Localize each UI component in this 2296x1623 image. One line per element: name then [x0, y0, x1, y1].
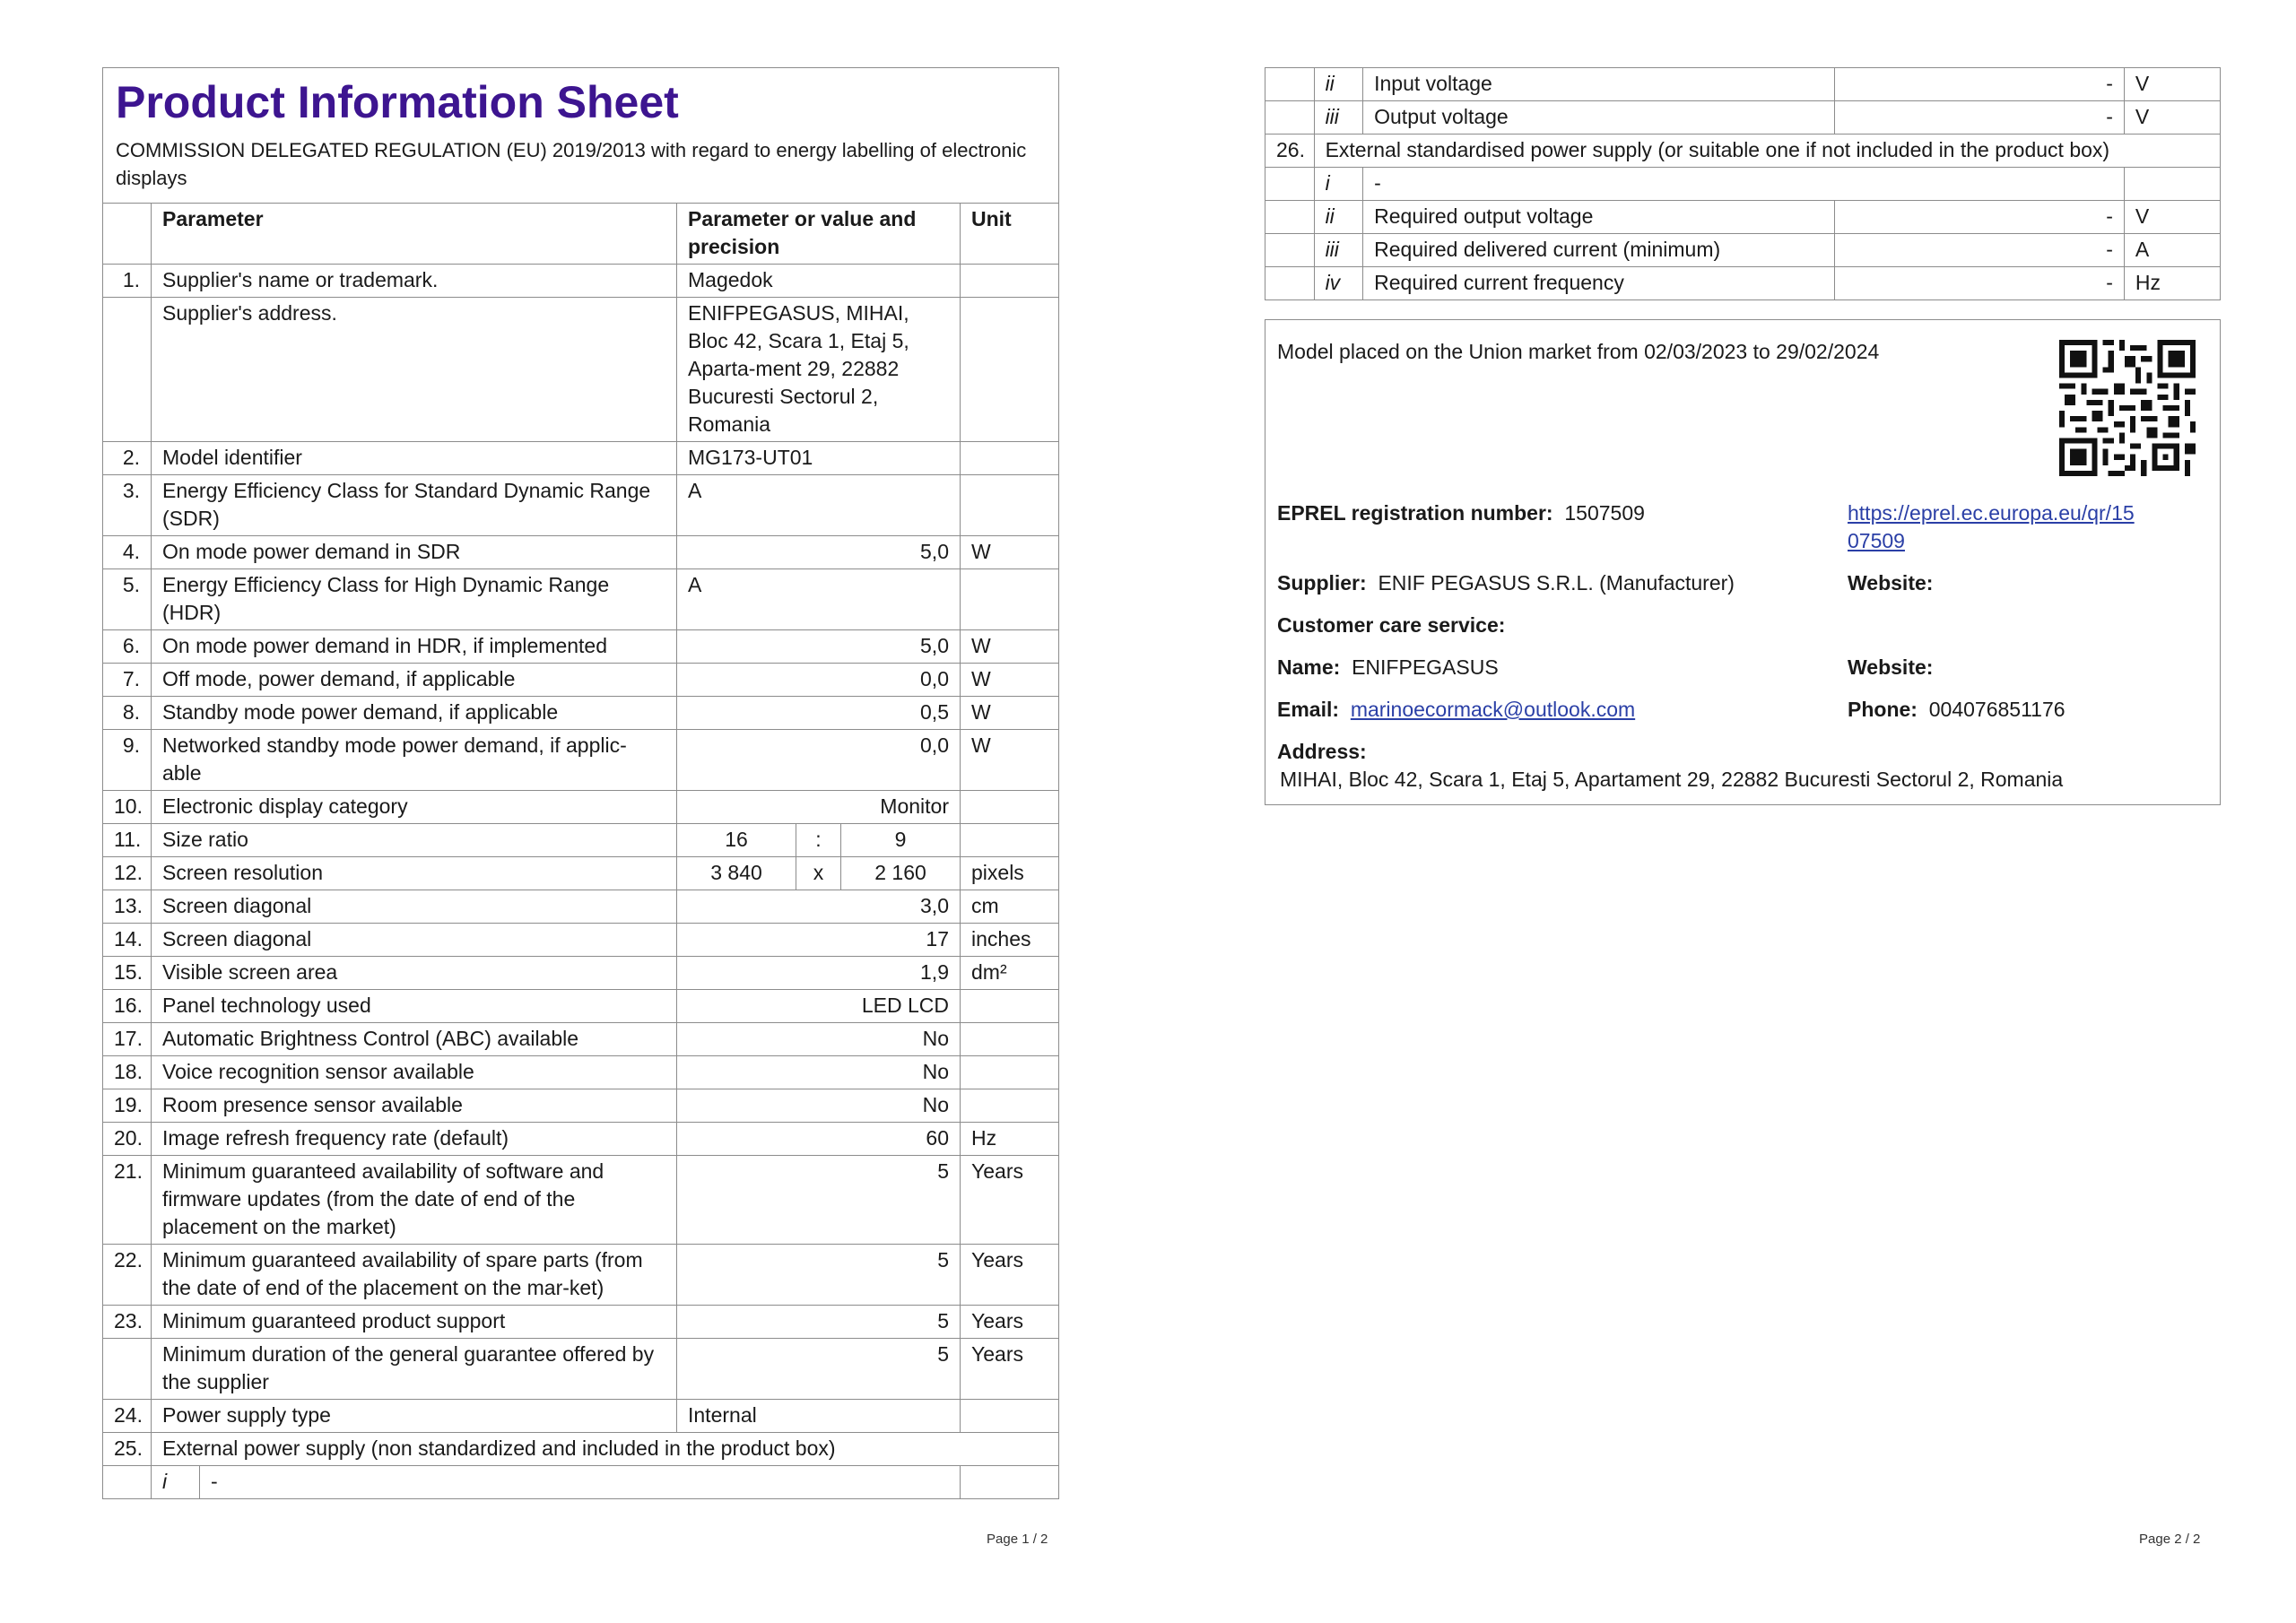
row-parameter: Supplier's name or trademark. — [152, 265, 677, 298]
row-value: 0,0 — [677, 664, 961, 697]
row-unit: pixels — [961, 857, 1059, 890]
table-row — [103, 1306, 1059, 1339]
ratio-separator: : — [796, 824, 841, 857]
row-parameter: Required delivered current (minimum) — [1363, 234, 1834, 267]
row-value: No — [677, 1056, 961, 1089]
row-value: Monitor — [677, 791, 961, 824]
row-value: 0,5 — [677, 697, 961, 730]
row-value: - — [1834, 267, 2124, 300]
row-parameter: Panel technology used — [152, 990, 677, 1023]
eprel-label: EPREL registration number: — [1277, 501, 1553, 525]
eprel-link-line-1[interactable]: https://eprel.ec.europa.eu/qr/15 — [1848, 501, 2135, 525]
row-number: 13. — [103, 890, 152, 924]
table-row — [103, 824, 1059, 857]
row-parameter: Power supply type — [152, 1400, 677, 1433]
row-parameter: Standby mode power demand, if applicable — [152, 697, 677, 730]
row-unit — [961, 1056, 1059, 1089]
row-value: - — [1834, 201, 2124, 234]
row-number: 1. — [103, 265, 152, 298]
table-row — [103, 791, 1059, 824]
row-value: 5,0 — [677, 536, 961, 569]
row-parameter: Voice recognition sensor available — [152, 1056, 677, 1089]
row-unit: W — [961, 664, 1059, 697]
row-parameter: Screen diagonal — [152, 890, 677, 924]
row-parameter: Screen resolution — [152, 857, 677, 890]
row-unit: W — [961, 630, 1059, 664]
table-row — [1265, 267, 2221, 300]
table-row — [1265, 234, 2221, 267]
row-unit — [961, 1089, 1059, 1123]
row-value: 5 — [677, 1245, 961, 1306]
row-parameter: Energy Efficiency Class for High Dynamic Range (HDR) — [152, 569, 677, 630]
row-value: No — [677, 1089, 961, 1123]
regulation-subtitle: COMMISSION DELEGATED REGULATION (EU) 2019/2013 with regard to energy labelling of electronic displays — [116, 139, 1027, 189]
address-label: Address: — [1277, 740, 1367, 763]
row-unit: W — [961, 730, 1059, 791]
row-parameter: Automatic Brightness Control (ABC) available — [152, 1023, 677, 1056]
supplier-value: ENIF PEGASUS S.R.L. (Manufacturer) — [1378, 571, 1735, 595]
ratio-height: 9 — [841, 824, 961, 857]
table-row — [1265, 68, 2221, 101]
table-row — [103, 957, 1059, 990]
row-parameter: Room presence sensor available — [152, 1089, 677, 1123]
row-parameter: Electronic display category — [152, 791, 677, 824]
row-unit: Hz — [961, 1123, 1059, 1156]
row-unit: A — [2124, 234, 2220, 267]
row-value: 17 — [677, 924, 961, 957]
row-unit: cm — [961, 890, 1059, 924]
row-value: No — [677, 1023, 961, 1056]
row-parameter: External power supply (non standardized and included in the product box) — [152, 1433, 1059, 1466]
row-parameter: Supplier's address. — [152, 298, 677, 442]
email-label: Email: — [1277, 698, 1340, 721]
eprel-link[interactable] — [1848, 499, 2135, 555]
ratio-width: 16 — [677, 824, 796, 857]
qr-code-icon[interactable] — [2059, 340, 2196, 476]
supplier-address-value: ENIFPEGASUS, MIHAI, Bloc 42, Scara 1, Etaj 5, Aparta-ment 29, 22882 Bucuresti Sectorul 2, Romania — [677, 298, 961, 442]
sub-index: iv — [1314, 267, 1363, 300]
resolution-height: 2 160 — [841, 857, 961, 890]
table-row — [103, 569, 1059, 630]
row-number: 25. — [103, 1433, 152, 1466]
phone-value: 004076851176 — [1928, 698, 2066, 721]
row-number: 6. — [103, 630, 152, 664]
website-label: Website: — [1848, 571, 1934, 595]
row-number: 3. — [103, 475, 152, 536]
eprel-link-line-2[interactable]: 07509 — [1848, 529, 1905, 552]
row-number: 24. — [103, 1400, 152, 1433]
row-unit: Years — [961, 1306, 1059, 1339]
row-parameter: Off mode, power demand, if applicable — [152, 664, 677, 697]
sub-index: ii — [1314, 201, 1363, 234]
table-row — [1265, 201, 2221, 234]
row-value: 5 — [677, 1306, 961, 1339]
row-number: 20. — [103, 1123, 152, 1156]
row-value: 5 — [677, 1156, 961, 1245]
row-number: 17. — [103, 1023, 152, 1056]
table-row — [103, 697, 1059, 730]
row-parameter: Minimum guaranteed product support — [152, 1306, 677, 1339]
row-unit — [961, 990, 1059, 1023]
name-label: Name: — [1277, 655, 1341, 679]
table-row — [103, 1089, 1059, 1123]
row-number: 26. — [1265, 135, 1315, 168]
row-parameter: Energy Efficiency Class for Standard Dynamic Range (SDR) — [152, 475, 677, 536]
product-info-table — [102, 67, 1059, 1499]
table-row — [103, 442, 1059, 475]
power-supply-table — [1265, 67, 2221, 300]
row-parameter: Visible screen area — [152, 957, 677, 990]
sub-index: iii — [1314, 234, 1363, 267]
table-row — [103, 630, 1059, 664]
row-number: 21. — [103, 1156, 152, 1245]
row-number: 22. — [103, 1245, 152, 1306]
row-number: 10. — [103, 791, 152, 824]
table-row — [103, 1156, 1059, 1245]
table-row — [103, 857, 1059, 890]
row-value: - — [1834, 101, 2124, 135]
email-link[interactable]: marinoecormack@outlook.com — [1350, 698, 1636, 721]
row-number: 19. — [103, 1089, 152, 1123]
website-label-care: Website: — [1848, 655, 1934, 679]
sub-index: iii — [1314, 101, 1363, 135]
row-unit: V — [2124, 201, 2220, 234]
row-parameter: External standardised power supply (or suitable one if not included in the product box) — [1314, 135, 2220, 168]
header-unit: Unit — [961, 204, 1059, 265]
sub-value: - — [1363, 168, 2125, 201]
table-row — [103, 1466, 1059, 1499]
table-row — [103, 990, 1059, 1023]
page-number: Page 1 / 2 — [987, 1532, 1048, 1547]
table-row — [103, 1056, 1059, 1089]
sub-index: i — [152, 1466, 200, 1499]
row-number: 8. — [103, 697, 152, 730]
page-number-2: Page 2 / 2 — [2139, 1532, 2201, 1547]
row-value: 3,0 — [677, 890, 961, 924]
title-row — [103, 68, 1059, 204]
market-period: Model placed on the Union market from 02/03/2023 to 29/02/2024 — [1277, 340, 1880, 363]
row-value: Internal — [677, 1400, 961, 1433]
supplier-label: Supplier: — [1277, 571, 1367, 595]
row-unit — [961, 265, 1059, 298]
table-row — [103, 265, 1059, 298]
row-number: 9. — [103, 730, 152, 791]
page-title: Product Information Sheet — [116, 77, 679, 127]
customer-care-heading: Customer care service: — [1277, 613, 1506, 637]
supplier-info-box — [1265, 319, 2221, 805]
row-number: 12. — [103, 857, 152, 890]
header-value: Parameter or value and precision — [677, 204, 961, 265]
row-value: 5,0 — [677, 630, 961, 664]
row-parameter: Minimum duration of the general guarantee offered by the supplier — [152, 1339, 677, 1400]
table-row — [103, 924, 1059, 957]
address-value: MIHAI, Bloc 42, Scara 1, Etaj 5, Apartament 29, 22882 Bucuresti Sectorul 2, Romania — [1280, 768, 2064, 791]
sub-index: ii — [1314, 68, 1363, 101]
table-header-row — [103, 204, 1059, 265]
row-value: Magedok — [677, 265, 961, 298]
row-number: 2. — [103, 442, 152, 475]
row-parameter: On mode power demand in SDR — [152, 536, 677, 569]
table-row — [103, 890, 1059, 924]
row-parameter: Required current frequency — [1363, 267, 1834, 300]
row-unit: W — [961, 536, 1059, 569]
row-number: 23. — [103, 1306, 152, 1339]
phone-label: Phone: — [1848, 698, 1918, 721]
row-unit — [961, 569, 1059, 630]
row-parameter: Image refresh frequency rate (default) — [152, 1123, 677, 1156]
table-row — [103, 1023, 1059, 1056]
row-unit: W — [961, 697, 1059, 730]
table-row — [1265, 101, 2221, 135]
row-value: 0,0 — [677, 730, 961, 791]
row-number: 7. — [103, 664, 152, 697]
eprel-number: 1507509 — [1564, 501, 1645, 525]
row-unit: dm² — [961, 957, 1059, 990]
table-row — [103, 730, 1059, 791]
row-parameter: Output voltage — [1363, 101, 1834, 135]
row-parameter: Minimum guaranteed availability of software and firmware updates (from the date of end of the placement on the market) — [152, 1156, 677, 1245]
row-parameter: Model identifier — [152, 442, 677, 475]
row-unit — [961, 1023, 1059, 1056]
row-parameter: On mode power demand in HDR, if implemented — [152, 630, 677, 664]
row-parameter: Minimum guaranteed availability of spare parts (from the date of end of the placement on the mar-ket) — [152, 1245, 677, 1306]
row-unit: inches — [961, 924, 1059, 957]
row-value: - — [1834, 234, 2124, 267]
row-value: MG173-UT01 — [677, 442, 961, 475]
row-unit: Years — [961, 1245, 1059, 1306]
row-parameter: Size ratio — [152, 824, 677, 857]
row-value: - — [1834, 68, 2124, 101]
table-row — [103, 298, 1059, 442]
row-number: 14. — [103, 924, 152, 957]
row-number: 4. — [103, 536, 152, 569]
resolution-width: 3 840 — [677, 857, 796, 890]
row-number: 16. — [103, 990, 152, 1023]
row-number: 5. — [103, 569, 152, 630]
row-unit — [961, 791, 1059, 824]
table-row — [103, 664, 1059, 697]
row-value: 1,9 — [677, 957, 961, 990]
row-unit: Hz — [2124, 267, 2220, 300]
row-parameter: Input voltage — [1363, 68, 1834, 101]
name-value: ENIFPEGASUS — [1352, 655, 1499, 679]
table-row — [103, 475, 1059, 536]
row-unit: Years — [961, 1339, 1059, 1400]
row-unit: V — [2124, 68, 2220, 101]
row-parameter: Required output voltage — [1363, 201, 1834, 234]
row-parameter: Networked standby mode power demand, if applic-able — [152, 730, 677, 791]
table-row — [103, 1433, 1059, 1466]
table-row — [103, 1245, 1059, 1306]
resolution-separator: x — [796, 857, 841, 890]
header-parameter: Parameter — [152, 204, 677, 265]
table-row — [103, 536, 1059, 569]
row-value: A — [677, 569, 961, 630]
row-number: 18. — [103, 1056, 152, 1089]
row-unit — [961, 442, 1059, 475]
row-unit: V — [2124, 101, 2220, 135]
row-parameter: Screen diagonal — [152, 924, 677, 957]
row-value: A — [677, 475, 961, 536]
row-value: LED LCD — [677, 990, 961, 1023]
row-value: 5 — [677, 1339, 961, 1400]
row-unit — [961, 475, 1059, 536]
row-number: 15. — [103, 957, 152, 990]
table-row — [103, 1123, 1059, 1156]
row-unit — [961, 1400, 1059, 1433]
table-row — [1265, 168, 2221, 201]
table-row — [103, 1339, 1059, 1400]
sub-index: i — [1314, 168, 1363, 201]
table-row — [1265, 135, 2221, 168]
row-number: 11. — [103, 824, 152, 857]
row-unit: Years — [961, 1156, 1059, 1245]
row-value: 60 — [677, 1123, 961, 1156]
sub-value: - — [200, 1466, 961, 1499]
row-unit — [961, 824, 1059, 857]
table-row — [103, 1400, 1059, 1433]
